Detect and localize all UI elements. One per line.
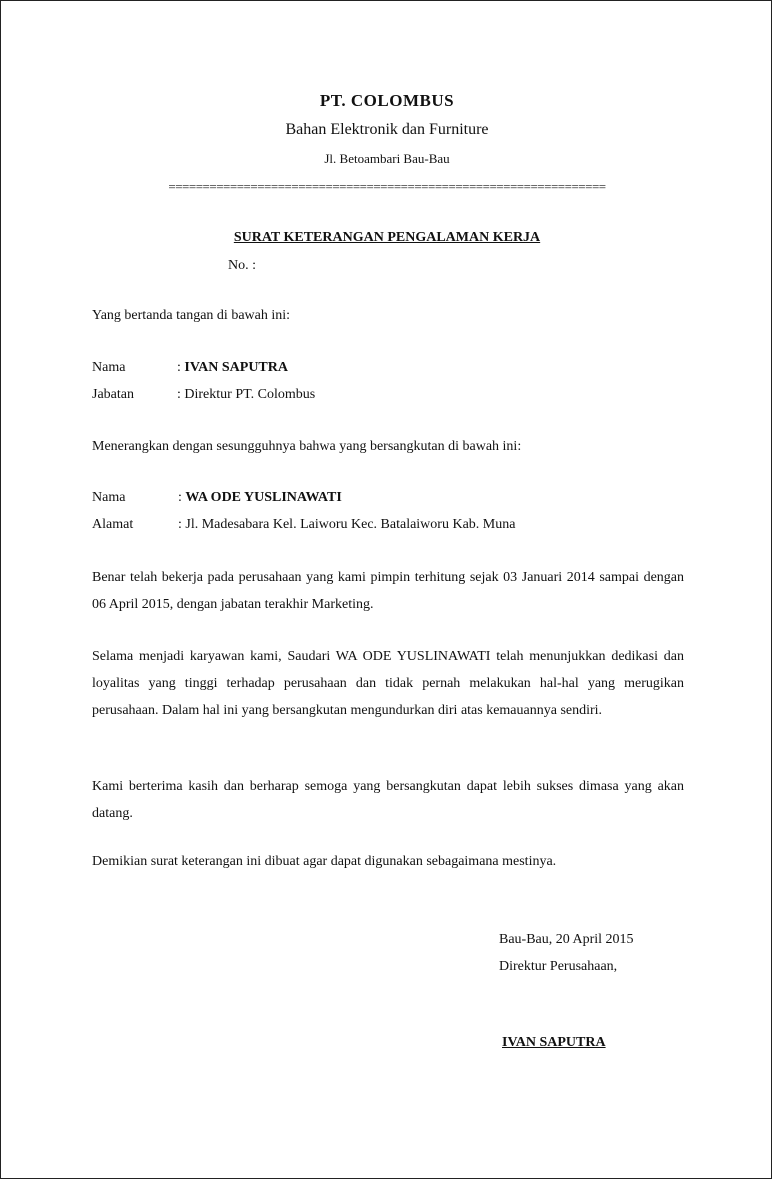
statement-intro: Menerangkan dengan sesungguhnya bahwa yang bersangkutan di bawah ini: (92, 439, 522, 454)
signer-position-value: : Direktur PT. Colombus (177, 387, 316, 402)
intro-text: Yang bertanda tangan di bawah ini: (92, 308, 291, 323)
letterhead-separator: ================================================================ (168, 179, 606, 194)
company-address: Jl. Betoambari Bau-Bau (324, 151, 450, 166)
colon: : (178, 490, 182, 505)
employee-name: WA ODE YUSLINAWATI (185, 490, 342, 505)
signer-name: IVAN SAPUTRA (184, 360, 288, 375)
closing-paragraph: Demikian surat keterangan ini dibuat agar dapat digunakan sebagaimana mestinya. (92, 854, 557, 869)
letter-title: SURAT KETERANGAN PENGALAMAN KERJA (233, 230, 541, 245)
signature-place-date: Bau-Bau, 20 April 2015 (499, 932, 634, 947)
company-name: PT. COLOMBUS (319, 91, 455, 110)
company-business-line: Bahan Elektronik dan Furniture (285, 121, 489, 138)
signature-role: Direktur Perusahaan, (499, 959, 618, 974)
conduct-paragraph: Selama menjadi karyawan kami, Saudari WA ODE YUSLINAWATI telah menunjukkan dedikasi dan loyalitas yang tinggi terhadap perusahaan dan tidak pernah melakukan hal-hal yang merugikan perusahaan. Dalam hal ini yang bersangkutan mengundurkan diri atas kemauannya sendiri. (92, 649, 684, 718)
employment-paragraph: Benar telah bekerja pada perusahaan yang kami pimpin terhitung sejak 03 Januari 2014 sampai dengan 06 April 2015, dengan jabatan terakhir Marketing. (92, 570, 684, 612)
thanks-paragraph: Kami berterima kasih dan berharap semoga yang bersangkutan dapat lebih sukses dimasa yang akan datang. (92, 779, 684, 821)
colon: : (177, 360, 181, 375)
employee-address-label: Alamat (92, 517, 134, 532)
signature-name: IVAN SAPUTRA (502, 1035, 606, 1050)
signer-name-value (177, 360, 288, 376)
signer-name-label: Nama (92, 360, 126, 375)
signer-position-label: Jabatan (92, 387, 134, 402)
employee-name-label: Nama (92, 490, 126, 505)
letter-number: No. : (228, 258, 256, 273)
employee-address-value: : Jl. Madesabara Kel. Laiworu Kec. Batalaiworu Kab. Muna (178, 517, 516, 532)
employee-name-value (178, 490, 342, 506)
